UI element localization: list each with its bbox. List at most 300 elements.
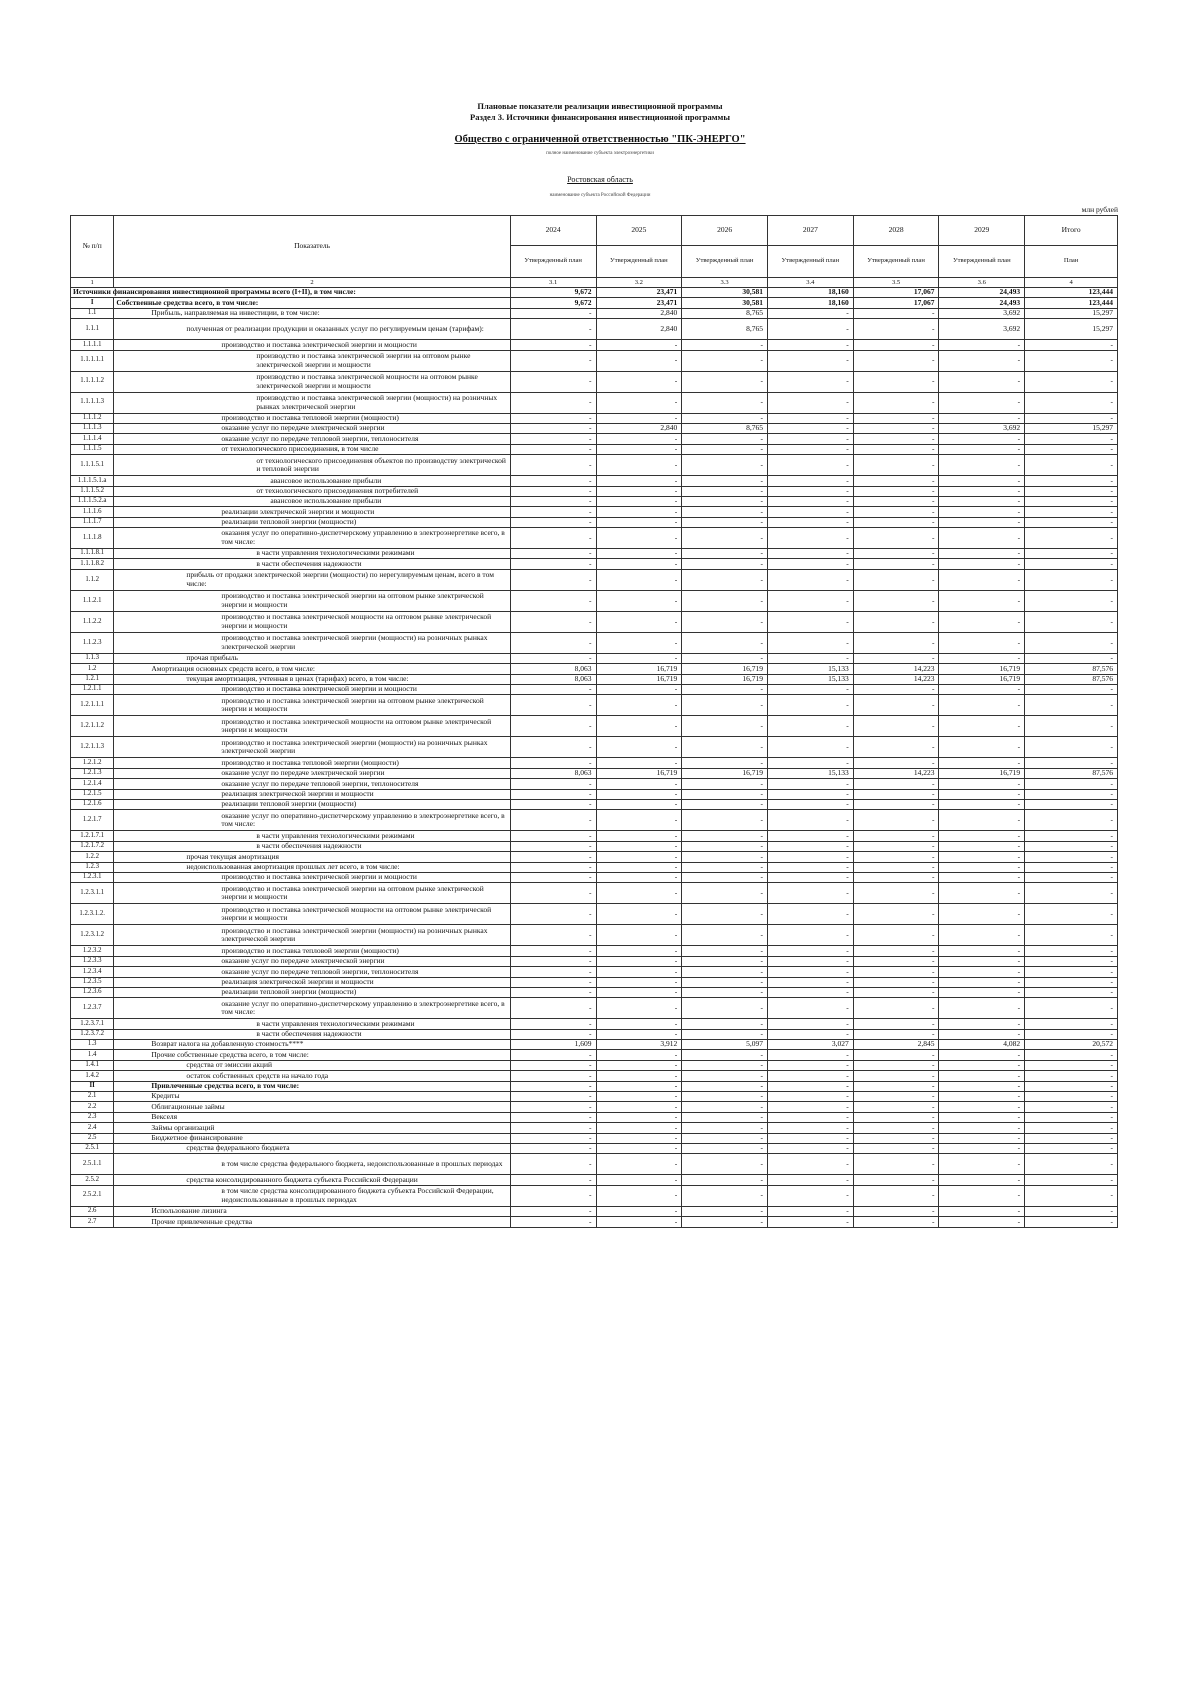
value-cell: -: [853, 841, 939, 851]
value-cell: -: [939, 810, 1025, 831]
indicator-cell: производство и поставка электрической энергии на оптовом рынке электрической энергии и мощности: [114, 590, 510, 611]
total-cell: -: [1025, 987, 1118, 997]
value-cell: -: [682, 611, 768, 632]
value-cell: 2,840: [596, 319, 682, 340]
indicator-cell: в части управления технологическими режимами: [114, 831, 510, 841]
value-cell: -: [682, 507, 768, 517]
header-indicator: Показатель: [114, 216, 510, 278]
value-cell: -: [767, 987, 853, 997]
value-cell: -: [596, 632, 682, 653]
row-number-cell: 1.1.2.2: [71, 611, 114, 632]
total-cell: -: [1025, 1071, 1118, 1081]
value-cell: -: [510, 1019, 596, 1029]
value-cell: -: [510, 695, 596, 716]
value-cell: -: [767, 1102, 853, 1112]
value-cell: 16,719: [682, 664, 768, 674]
value-cell: -: [939, 517, 1025, 527]
value-cell: -: [939, 340, 1025, 350]
value-cell: 8,063: [510, 674, 596, 684]
value-cell: -: [510, 496, 596, 506]
header-no: № п/п: [71, 216, 114, 278]
value-cell: -: [939, 611, 1025, 632]
value-cell: -: [510, 590, 596, 611]
table-row: [71, 350, 1118, 371]
value-cell: -: [682, 653, 768, 663]
value-cell: -: [596, 883, 682, 904]
value-cell: -: [510, 987, 596, 997]
value-cell: -: [510, 925, 596, 946]
row-number-cell: 2.4: [71, 1123, 114, 1133]
indicator-cell: Прибыль, направляемая на инвестиции, в том числе:: [114, 308, 510, 318]
value-cell: -: [510, 1112, 596, 1122]
total-cell: -: [1025, 862, 1118, 872]
value-cell: -: [939, 799, 1025, 809]
value-cell: -: [853, 852, 939, 862]
table-row: [71, 799, 1118, 809]
value-cell: -: [939, 496, 1025, 506]
table-row: [71, 1143, 1118, 1153]
value-cell: -: [939, 549, 1025, 559]
table-row: [71, 1092, 1118, 1102]
indicator-cell: производство и поставка электрической энергии (мощности) на розничных рынках электрической энергии: [114, 737, 510, 758]
indicator-cell: Займы организаций: [114, 1123, 510, 1133]
row-number-cell: 2.5.1: [71, 1143, 114, 1153]
total-cell: -: [1025, 340, 1118, 350]
value-cell: 2,845: [853, 1040, 939, 1050]
table-row: [71, 1081, 1118, 1091]
value-cell: -: [682, 1154, 768, 1175]
row-number-cell: 1.2.1.2: [71, 758, 114, 768]
value-cell: -: [682, 737, 768, 758]
indicator-cell: от технологического присоединения объектов по производству электрической и тепловой энергии: [114, 455, 510, 476]
total-cell: 15,297: [1025, 308, 1118, 318]
indicator-cell: производство и поставка электрической энергии и мощности: [114, 340, 510, 350]
value-cell: -: [853, 392, 939, 413]
value-cell: -: [510, 883, 596, 904]
value-cell: 23,471: [596, 288, 682, 298]
value-cell: -: [682, 413, 768, 423]
value-cell: 8,765: [682, 308, 768, 318]
indicator-cell: в том числе средства консолидированного бюджета субъекта Российской Федерации, недоиспользованные в прошлых периодах: [114, 1185, 510, 1206]
value-cell: -: [596, 946, 682, 956]
total-cell: -: [1025, 632, 1118, 653]
value-cell: -: [510, 549, 596, 559]
value-cell: -: [510, 653, 596, 663]
row-number-cell: 1.2.1.3: [71, 768, 114, 778]
value-cell: -: [596, 653, 682, 663]
table-row: [71, 946, 1118, 956]
total-cell: -: [1025, 716, 1118, 737]
value-cell: -: [853, 413, 939, 423]
table-row: [71, 716, 1118, 737]
row-number-cell: 1.1.2: [71, 569, 114, 590]
financing-sources-table: [70, 215, 1118, 1228]
value-cell: -: [939, 434, 1025, 444]
indicator-cell: авансовое использование прибыли: [114, 496, 510, 506]
value-cell: -: [767, 852, 853, 862]
value-cell: -: [939, 841, 1025, 851]
table-row: [71, 444, 1118, 454]
total-cell: -: [1025, 779, 1118, 789]
row-number-cell: 1.2: [71, 664, 114, 674]
table-row: [71, 507, 1118, 517]
value-cell: -: [510, 967, 596, 977]
value-cell: -: [596, 1029, 682, 1039]
table-row: [71, 956, 1118, 966]
table-row: [71, 496, 1118, 506]
row-number-cell: 1.2.2: [71, 852, 114, 862]
total-cell: -: [1025, 789, 1118, 799]
value-cell: -: [596, 413, 682, 423]
value-cell: -: [939, 987, 1025, 997]
value-cell: -: [596, 1019, 682, 1029]
value-cell: -: [510, 392, 596, 413]
value-cell: -: [853, 486, 939, 496]
value-cell: 8,765: [682, 319, 768, 340]
value-cell: -: [939, 1123, 1025, 1133]
row-number-cell: 1.1.1.5.2: [71, 486, 114, 496]
table-row: [71, 288, 1118, 298]
value-cell: -: [939, 1050, 1025, 1060]
value-cell: 3,027: [767, 1040, 853, 1050]
value-cell: -: [853, 925, 939, 946]
value-cell: -: [939, 1185, 1025, 1206]
value-cell: -: [767, 569, 853, 590]
value-cell: -: [510, 632, 596, 653]
value-cell: -: [939, 967, 1025, 977]
value-cell: 3,692: [939, 319, 1025, 340]
value-cell: -: [596, 685, 682, 695]
row-number-cell: 1.3: [71, 1040, 114, 1050]
value-cell: 14,223: [853, 768, 939, 778]
row-number-cell: 1.1.1.5.2.a: [71, 496, 114, 506]
value-cell: -: [682, 371, 768, 392]
value-cell: -: [853, 1217, 939, 1227]
table-row: [71, 685, 1118, 695]
table-row: [71, 517, 1118, 527]
row-number-cell: 1.2.1.1.3: [71, 737, 114, 758]
table-row: [71, 1123, 1118, 1133]
table-row: [71, 486, 1118, 496]
value-cell: -: [853, 716, 939, 737]
value-cell: -: [853, 1060, 939, 1070]
row-number-cell: 2.6: [71, 1206, 114, 1216]
value-cell: -: [939, 862, 1025, 872]
value-cell: -: [767, 308, 853, 318]
value-cell: -: [939, 695, 1025, 716]
value-cell: -: [596, 852, 682, 862]
value-cell: -: [596, 841, 682, 851]
indicator-cell: производство и поставка электрической энергии (мощности) на розничных рынках электрической энергии: [114, 392, 510, 413]
table-row: [71, 476, 1118, 486]
value-cell: -: [767, 1071, 853, 1081]
value-cell: -: [939, 413, 1025, 423]
table-row: [71, 664, 1118, 674]
unit-label: млн рублей: [1081, 205, 1118, 214]
value-cell: -: [510, 1206, 596, 1216]
table-row: [71, 1102, 1118, 1112]
total-cell: -: [1025, 549, 1118, 559]
value-cell: -: [596, 716, 682, 737]
value-cell: -: [767, 611, 853, 632]
value-cell: -: [510, 1154, 596, 1175]
value-cell: -: [510, 841, 596, 851]
value-cell: -: [853, 496, 939, 506]
indicator-cell: прочая прибыль: [114, 653, 510, 663]
value-cell: -: [596, 862, 682, 872]
value-cell: 14,223: [853, 674, 939, 684]
value-cell: -: [596, 1175, 682, 1185]
value-cell: 16,719: [939, 664, 1025, 674]
value-cell: -: [510, 1185, 596, 1206]
table-row: [71, 1112, 1118, 1122]
row-number-cell: 2.1: [71, 1092, 114, 1102]
table-row: [71, 883, 1118, 904]
table-row: [71, 1217, 1118, 1227]
value-cell: -: [596, 611, 682, 632]
value-cell: -: [596, 1154, 682, 1175]
row-number-cell: 1.4.2: [71, 1071, 114, 1081]
row-number-cell: 1.2.3.1.1: [71, 883, 114, 904]
header-year-sub: Утвержденный план: [853, 246, 939, 278]
value-cell: -: [682, 1050, 768, 1060]
value-cell: -: [939, 1081, 1025, 1091]
row-number-cell: II: [71, 1081, 114, 1091]
row-number-cell: 1.2.3.6: [71, 987, 114, 997]
row-number-cell: 1.1.1.1.2: [71, 371, 114, 392]
value-cell: -: [853, 872, 939, 882]
value-cell: -: [596, 1206, 682, 1216]
value-cell: -: [767, 1029, 853, 1039]
value-cell: 8,765: [682, 423, 768, 433]
value-cell: -: [596, 831, 682, 841]
header-year: 2027: [767, 216, 853, 246]
value-cell: -: [596, 987, 682, 997]
table-row: [71, 632, 1118, 653]
value-cell: -: [939, 1019, 1025, 1029]
value-cell: -: [853, 1102, 939, 1112]
row-number-cell: 1.2.3.3: [71, 956, 114, 966]
value-cell: -: [510, 569, 596, 590]
indicator-cell: в части обеспечения надежности: [114, 559, 510, 569]
value-cell: -: [853, 862, 939, 872]
indicator-cell: остаток собственных средств на начало года: [114, 1071, 510, 1081]
total-cell: -: [1025, 695, 1118, 716]
value-cell: -: [853, 779, 939, 789]
total-cell: -: [1025, 653, 1118, 663]
value-cell: -: [939, 559, 1025, 569]
value-cell: -: [767, 350, 853, 371]
value-cell: -: [853, 350, 939, 371]
total-cell: -: [1025, 496, 1118, 506]
indicator-cell: в том числе средства федерального бюджета, недоиспользованные в прошлых периодах: [114, 1154, 510, 1175]
value-cell: -: [510, 946, 596, 956]
value-cell: -: [767, 883, 853, 904]
value-cell: -: [510, 308, 596, 318]
column-number: 3.3: [682, 278, 768, 288]
value-cell: -: [767, 1154, 853, 1175]
table-row: [71, 590, 1118, 611]
row-number-cell: 1.2.1.6: [71, 799, 114, 809]
total-cell: -: [1025, 569, 1118, 590]
value-cell: -: [853, 371, 939, 392]
value-cell: -: [939, 1206, 1025, 1216]
table-body: [71, 288, 1118, 1228]
value-cell: 16,719: [939, 674, 1025, 684]
table-row: [71, 872, 1118, 882]
value-cell: -: [682, 528, 768, 549]
value-cell: -: [939, 779, 1025, 789]
row-number-cell: 1.1.1.1: [71, 340, 114, 350]
value-cell: -: [682, 1092, 768, 1102]
value-cell: -: [853, 1019, 939, 1029]
indicator-cell: оказание услуг по оперативно-диспетчерскому управлению в электроэнергетике всего, в том числе:: [114, 998, 510, 1019]
value-cell: -: [510, 779, 596, 789]
value-cell: -: [682, 1206, 768, 1216]
value-cell: -: [596, 1092, 682, 1102]
row-number-cell: 1.1.1.5.1: [71, 455, 114, 476]
indicator-cell: оказание услуг по передаче электрической энергии: [114, 423, 510, 433]
value-cell: -: [510, 559, 596, 569]
value-cell: -: [682, 685, 768, 695]
row-number-cell: 1.2.3.4: [71, 967, 114, 977]
table-row: [71, 852, 1118, 862]
value-cell: -: [510, 1050, 596, 1060]
value-cell: -: [682, 434, 768, 444]
organization-name: Общество с ограниченной ответственностью "ПК-ЭНЕРГО": [454, 134, 746, 145]
row-number-cell: 1.1.1.8: [71, 528, 114, 549]
value-cell: 23,471: [596, 298, 682, 308]
value-cell: -: [596, 779, 682, 789]
row-number-cell: I: [71, 298, 114, 308]
value-cell: -: [853, 423, 939, 433]
value-cell: -: [853, 611, 939, 632]
indicator-cell: прочая текущая амортизация: [114, 852, 510, 862]
table-row: [71, 340, 1118, 350]
value-cell: -: [853, 789, 939, 799]
table-row: [71, 789, 1118, 799]
value-cell: -: [853, 476, 939, 486]
value-cell: -: [596, 496, 682, 506]
value-cell: -: [596, 1081, 682, 1091]
value-cell: -: [682, 476, 768, 486]
indicator-cell: производство и поставка электрической энергии и мощности: [114, 685, 510, 695]
value-cell: -: [596, 569, 682, 590]
value-cell: -: [853, 831, 939, 841]
value-cell: -: [682, 559, 768, 569]
indicator-cell: реализации тепловой энергии (мощности): [114, 799, 510, 809]
value-cell: -: [939, 852, 1025, 862]
value-cell: 15,133: [767, 768, 853, 778]
total-cell: -: [1025, 1050, 1118, 1060]
total-cell: -: [1025, 486, 1118, 496]
indicator-cell: Векселя: [114, 1112, 510, 1122]
value-cell: -: [682, 1133, 768, 1143]
table-row: [71, 559, 1118, 569]
total-cell: -: [1025, 1133, 1118, 1143]
value-cell: -: [510, 423, 596, 433]
indicator-cell: оказания услуг по оперативно-диспетчерскому управлению в электроэнергетике всего, в том числе:: [114, 528, 510, 549]
value-cell: -: [853, 685, 939, 695]
value-cell: -: [853, 883, 939, 904]
value-cell: -: [510, 956, 596, 966]
value-cell: -: [853, 559, 939, 569]
total-cell: -: [1025, 590, 1118, 611]
row-number-cell: 1.4: [71, 1050, 114, 1060]
total-cell: 15,297: [1025, 319, 1118, 340]
value-cell: -: [682, 1060, 768, 1070]
total-cell: -: [1025, 559, 1118, 569]
value-cell: -: [510, 1102, 596, 1112]
value-cell: -: [767, 528, 853, 549]
value-cell: -: [596, 517, 682, 527]
total-cell: -: [1025, 967, 1118, 977]
indicator-cell: Возврат налога на добавленную стоимость****: [114, 1040, 510, 1050]
value-cell: -: [596, 967, 682, 977]
table-row: [71, 758, 1118, 768]
value-cell: -: [853, 799, 939, 809]
table-row: [71, 904, 1118, 925]
value-cell: -: [596, 695, 682, 716]
value-cell: -: [682, 392, 768, 413]
value-cell: -: [939, 1112, 1025, 1122]
table-row: [71, 977, 1118, 987]
value-cell: -: [939, 590, 1025, 611]
value-cell: -: [682, 779, 768, 789]
value-cell: -: [596, 1071, 682, 1081]
row-number-cell: 1.2.1.1.1: [71, 695, 114, 716]
total-cell: -: [1025, 444, 1118, 454]
table-row: [71, 455, 1118, 476]
row-number-cell: 1.1.1: [71, 319, 114, 340]
total-cell: 87,576: [1025, 674, 1118, 684]
value-cell: -: [682, 1019, 768, 1029]
value-cell: -: [596, 1060, 682, 1070]
indicator-cell: средства от эмиссии акций: [114, 1060, 510, 1070]
value-cell: -: [596, 528, 682, 549]
value-cell: -: [767, 1133, 853, 1143]
value-cell: -: [939, 1071, 1025, 1081]
value-cell: -: [767, 1175, 853, 1185]
indicator-cell: Кредиты: [114, 1092, 510, 1102]
value-cell: -: [853, 1092, 939, 1102]
value-cell: -: [939, 455, 1025, 476]
total-cell: -: [1025, 1060, 1118, 1070]
value-cell: -: [853, 549, 939, 559]
value-cell: -: [682, 998, 768, 1019]
value-cell: -: [853, 904, 939, 925]
value-cell: -: [510, 1060, 596, 1070]
total-cell: -: [1025, 1175, 1118, 1185]
value-cell: -: [767, 1123, 853, 1133]
value-cell: -: [682, 904, 768, 925]
value-cell: -: [767, 872, 853, 882]
value-cell: -: [596, 737, 682, 758]
value-cell: -: [510, 340, 596, 350]
value-cell: -: [939, 904, 1025, 925]
value-cell: -: [767, 685, 853, 695]
total-cell: -: [1025, 476, 1118, 486]
header-year-sub: Утвержденный план: [596, 246, 682, 278]
indicator-cell: Прочие привлеченные средства: [114, 1217, 510, 1227]
value-cell: -: [939, 569, 1025, 590]
indicator-cell: оказание услуг по передаче тепловой энергии, теплоносителя: [114, 967, 510, 977]
value-cell: -: [596, 1143, 682, 1153]
value-cell: -: [767, 549, 853, 559]
row-number-cell: 1.1.1.1.1: [71, 350, 114, 371]
value-cell: -: [682, 1217, 768, 1227]
indicator-cell: Амортизация основных средств всего, в том числе:: [114, 664, 510, 674]
